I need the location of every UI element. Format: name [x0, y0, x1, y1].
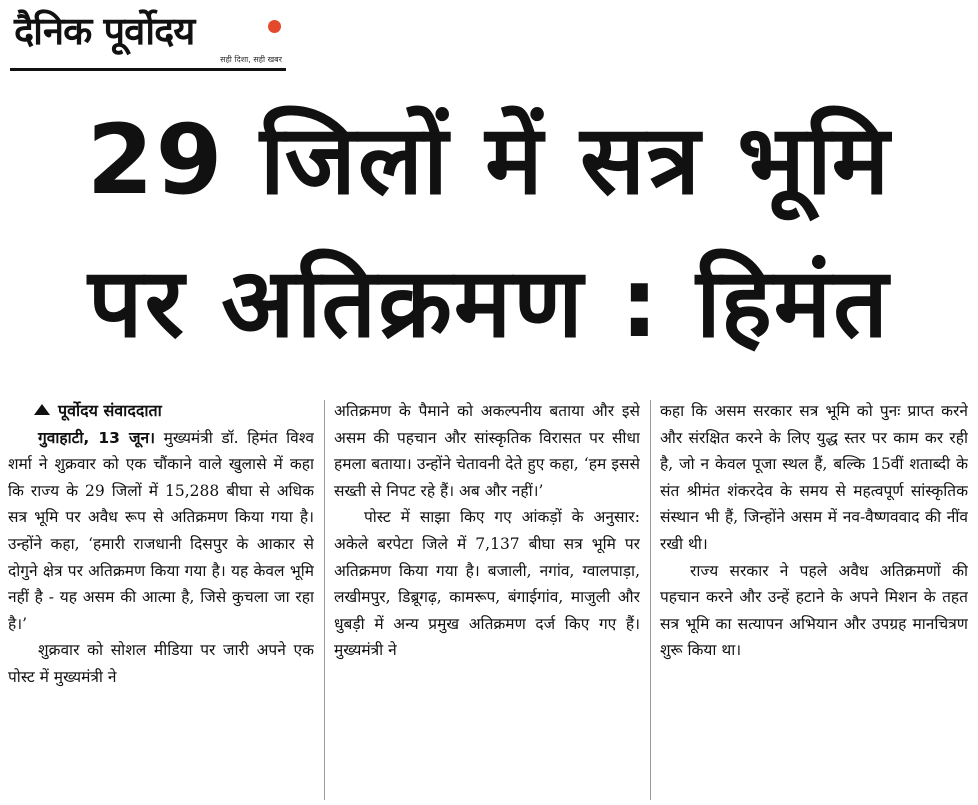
article-body — [8, 398, 970, 803]
masthead-rule — [10, 68, 286, 71]
article-column-1 — [8, 398, 314, 803]
dateline: गुवाहाटी, 13 जून। — [38, 428, 155, 447]
column-divider — [324, 400, 325, 800]
paragraph: कहा कि असम सरकार सत्र भूमि को पुनः प्राप्त करने और संरक्षित करने के लिए युद्ध स्तर पर काम कर रही है, जो न केवल पूजा स्थल हैं, बल्कि 15वीं शताब्दी के संत श्रीमंत शंकरदेव के समय से महत्वपूर्ण सांस्कृतिक संस्थान भी हैं, जिन्होंने असम में नव-वैष्णववाद की नींव रखी थी। — [660, 402, 968, 553]
headline-line-1: 29 जिलों में सत्र भूमि — [86, 104, 892, 216]
newspaper-title: दैनिक पूर्वोदय — [14, 9, 195, 53]
byline-text: पूर्वोदय संवाददाता — [58, 401, 162, 420]
byline — [34, 398, 314, 425]
paragraph: शुक्रवार को सोशल मीडिया पर जारी अपने एक पोस्ट में मुख्यमंत्री ने — [8, 641, 314, 686]
triangle-icon — [34, 404, 50, 415]
masthead — [10, 8, 286, 72]
headline-line-2: पर अतिक्रमण : हिमंत — [88, 247, 890, 359]
column-divider — [650, 400, 651, 800]
paragraph: पोस्ट में साझा किए गए आंकड़ों के अनुसार: अकेले बरपेटा जिले में 7,137 बीघा सत्र भूमि पर अतिक्रमण किया गया है। बजाली, नगांव, ग्वालपाड़ा, लखीमपुर, डिब्रूगढ़, कामरूप, बंगाईगांव, माजुली और धुबड़ी में अन्य प्रमुख अतिक्रमण दर्ज किए गए हैं। मुख्यमंत्री ने — [334, 508, 640, 660]
brand-dot-icon — [268, 20, 281, 33]
paragraph — [8, 425, 314, 638]
article-column-3 — [660, 398, 968, 803]
newspaper-tagline: सही दिशा, सही खबर — [220, 55, 282, 64]
article-column-2 — [334, 398, 640, 803]
paragraph: अतिक्रमण के पैमाने को अकल्पनीय बताया और इसे असम की पहचान और सांस्कृतिक विरासत पर सीधा हमला बताया। उन्होंने चेतावनी देते हुए कहा, ‘हम इससे सख्ती से निपट रहे हैं। अब और नहीं।’ — [334, 402, 640, 500]
paragraph-text: मुख्यमंत्री डॉ. हिमंत विश्व शर्मा ने शुक्रवार को एक चौंकाने वाले खुलासे में कहा कि राज्य के 29 जिलों में 15,288 बीघा से अधिक सत्र भूमि पर अवैध रूप से अतिक्रमण किया गया है। उन्होंने कहा, ‘हमारी राजधानी दिसपुर के आकार से दोगुने क्षेत्र पर अतिक्रमण किया गया है। यह केवल भूमि नहीं है - यह असम की आत्मा है, जिसे कुचला जा रहा है।’ — [8, 428, 314, 633]
paragraph: राज्य सरकार ने पहले अवैध अतिक्रमणों की पहचान करने और उन्हें हटाने के अपने मिशन के तहत सत्र भूमि का सत्यापन अभियान और उपग्रह मानचित्रण शुरू किया था। — [660, 561, 968, 660]
